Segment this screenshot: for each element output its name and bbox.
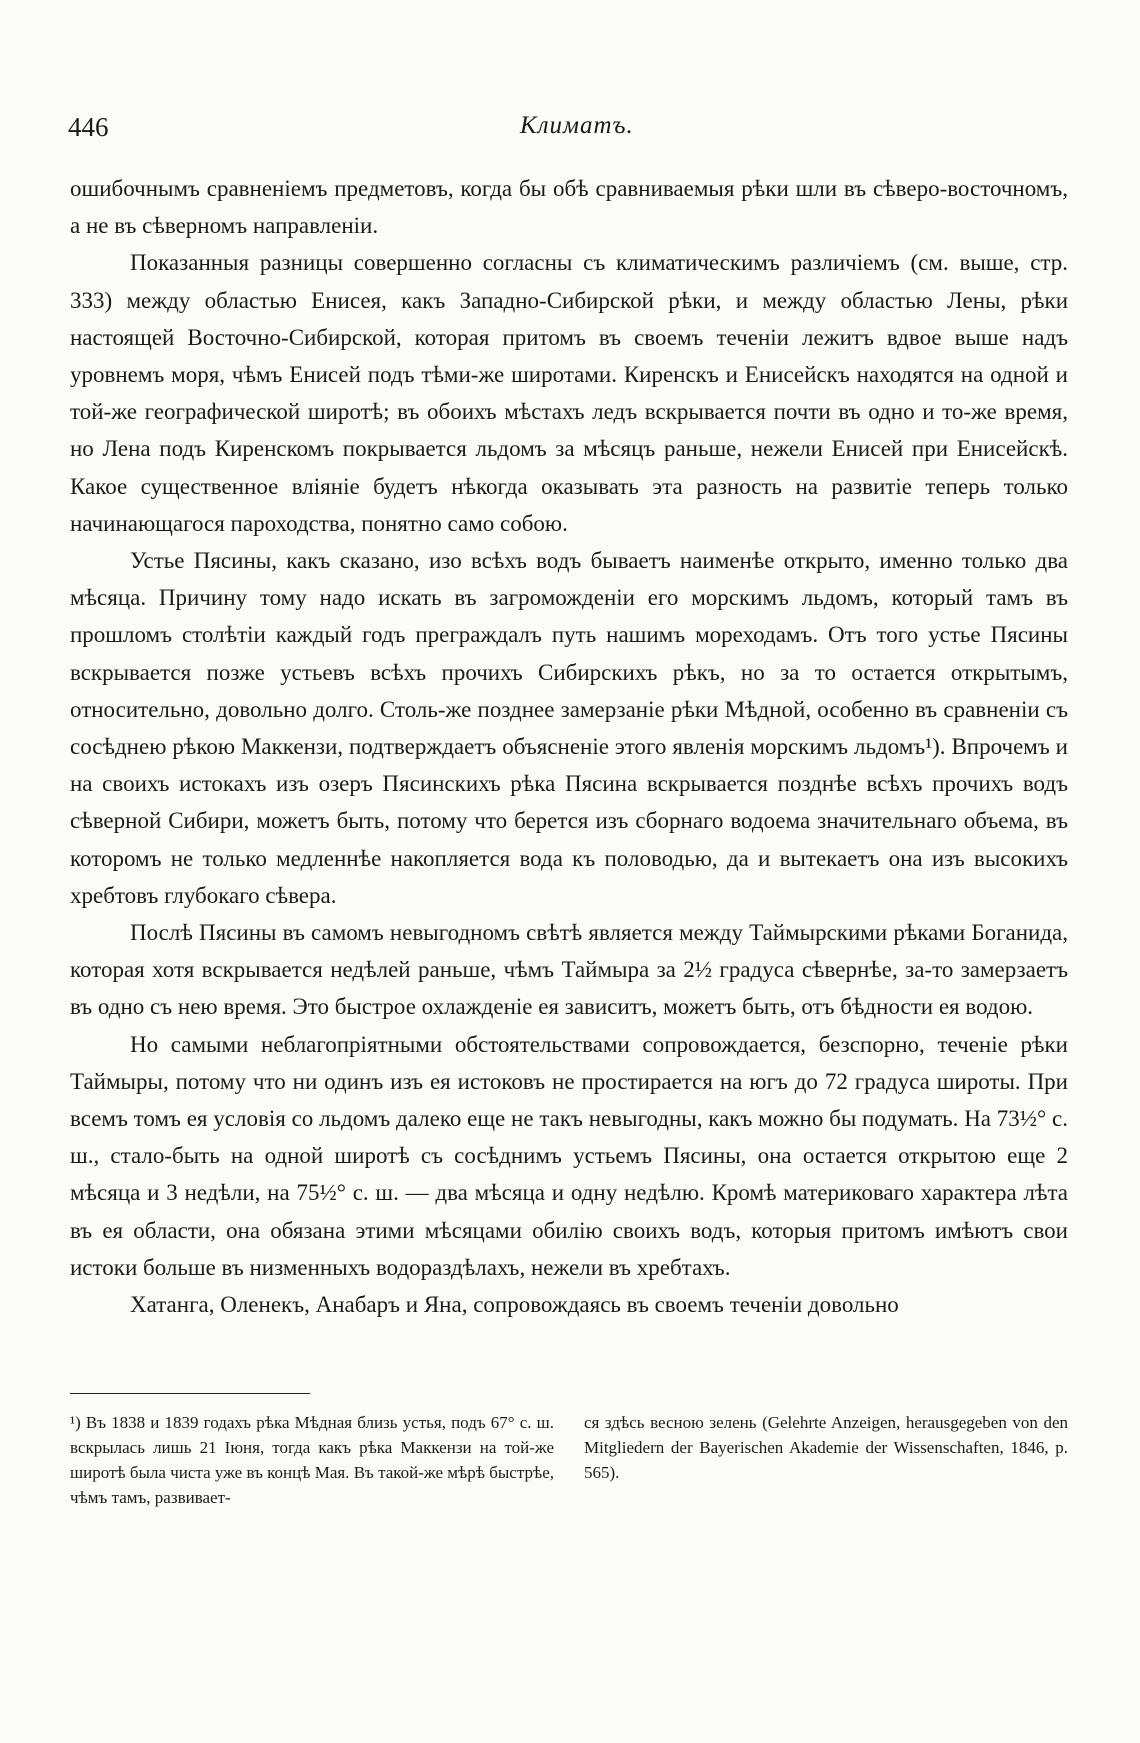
paragraph-khatanga: Хатанга, Оленекъ, Анабаръ и Яна, сопровождаясь въ своемъ теченіи довольно bbox=[130, 1292, 899, 1318]
page-number: 446 bbox=[68, 112, 109, 142]
footnote-right-column: ся здѣсь весною зелень (Gelehrte Anzeigen, herausgegeben von den Mitgliedern der Bayerischen Akademie der Wissenschaften, 1846, p. 565). bbox=[584, 1413, 1068, 1482]
paragraph-yenisei-lena: Показанныя разницы совершенно согласны съ климатическимъ различіемъ (см. выше, стр. 333) между областью Енисея, какъ Западно-Сибирской рѣки, и между областью Лены, рѣки настоящей Восточно-Сибирской, которая притомъ въ своемъ теченіи лежитъ вдвое выше надъ уровнемъ моря, чѣмъ Енисей подъ тѣми-же широтами. Киренскъ и Енисейскъ находятся на одной и той-же географической широтѣ; въ обоихъ мѣстахъ ледъ вскрывается почти въ одно и то-же время, но Лена подъ Киренскомъ покрывается льдомъ за мѣсяцъ раньше, нежели Енисей при Енисейскѣ. Какое существенное вліяніе будетъ нѣкогда оказывать эта разность на развитіе теперь только начинающагося пароходства, понятно само собою. bbox=[70, 250, 1068, 536]
paragraph-pyasina-mouth: Устье Пясины, какъ сказано, изо всѣхъ водъ бываетъ наименѣе открыто, именно только два мѣсяца. Причину тому надо искать въ загроможденіи его морскимъ льдомъ, который тамъ въ прошломъ столѣтіи каждый годъ преграждалъ путь нашимъ мореходамъ. Отъ того устье Пясины вскрывается позже устьевъ всѣхъ прочихъ Сибирскихъ рѣкъ, но за то остается открытымъ, относительно, довольно долго. Столь-же позднее замерзаніе рѣки Мѣдной, особенно въ сравненіи съ сосѣднею рѣкою Маккензи, подтверждаетъ объясненіе этого явленія морскимъ льдомъ¹). Впрочемъ и на своихъ истокахъ изъ озеръ Пясинскихъ рѣка Пясина вскрывается позднѣе всѣхъ прочихъ водъ сѣверной Сибири, можетъ быть, потому что берется изъ сборнаго водоема значительнаго объема, въ которомъ не только медленнѣе накопляется вода къ половодью, да и вытекаетъ она изъ высокихъ хребтовъ глубокаго сѣвера. bbox=[70, 548, 1068, 908]
body-text bbox=[70, 170, 1068, 1323]
running-title: Климатъ. bbox=[520, 112, 634, 139]
paragraph-taimyra: Но самыми неблагопріятными обстоятельствами сопровождается, безспорно, теченіе рѣки Таймыры, потому что ни одинъ изъ ея истоковъ не простирается на югъ до 72 градуса широты. При всемъ томъ ея условія со льдомъ далеко еще не такъ невыгодны, какъ можно бы подумать. На 73½° с. ш., стало-быть на одной широтѣ съ сосѣднимъ устьемъ Пясины, она остается открытою еще 2 мѣсяца и 3 недѣли, на 75½° с. ш. — два мѣсяца и одну недѣлю. Кромѣ материковаго характера лѣта въ ея области, она обязана этими мѣсяцами обилію своихъ водъ, которыя притомъ имѣютъ свои истоки больше въ низменныхъ водораздѣлахъ, нежели въ хребтахъ. bbox=[70, 1031, 1068, 1280]
paragraph-boganida: Послѣ Пясины въ самомъ невыгодномъ свѣтѣ является между Таймырскими рѣками Боганида, которая хотя вскрывается недѣлей раньше, чѣмъ Таймыра за 2½ градуса сѣвернѣе, за-то замерзаетъ въ одно съ нею время. Это быстрое охлажденіе ея зависитъ, можетъ быть, отъ бѣдности ея водою. bbox=[70, 920, 1068, 1020]
footnote-left-column: ¹) Въ 1838 и 1839 годахъ рѣка Мѣдная близь устья, подъ 67° с. ш. вскрылась лишь 21 Іюня, тогда какъ рѣка Маккензи на той-же широтѣ была чиста уже въ концѣ Мая. Въ такой-же мѣрѣ быстрѣе, чѣмъ тамъ, развивает- bbox=[70, 1413, 554, 1507]
footnotes bbox=[70, 1410, 1068, 1510]
paragraph-continuation: ошибочнымъ сравненіемъ предметовъ, когда бы обѣ сравниваемыя рѣки шли въ сѣверо-восточномъ, а не въ сѣверномъ направленіи. bbox=[70, 176, 1068, 239]
footnote-rule bbox=[70, 1393, 310, 1394]
